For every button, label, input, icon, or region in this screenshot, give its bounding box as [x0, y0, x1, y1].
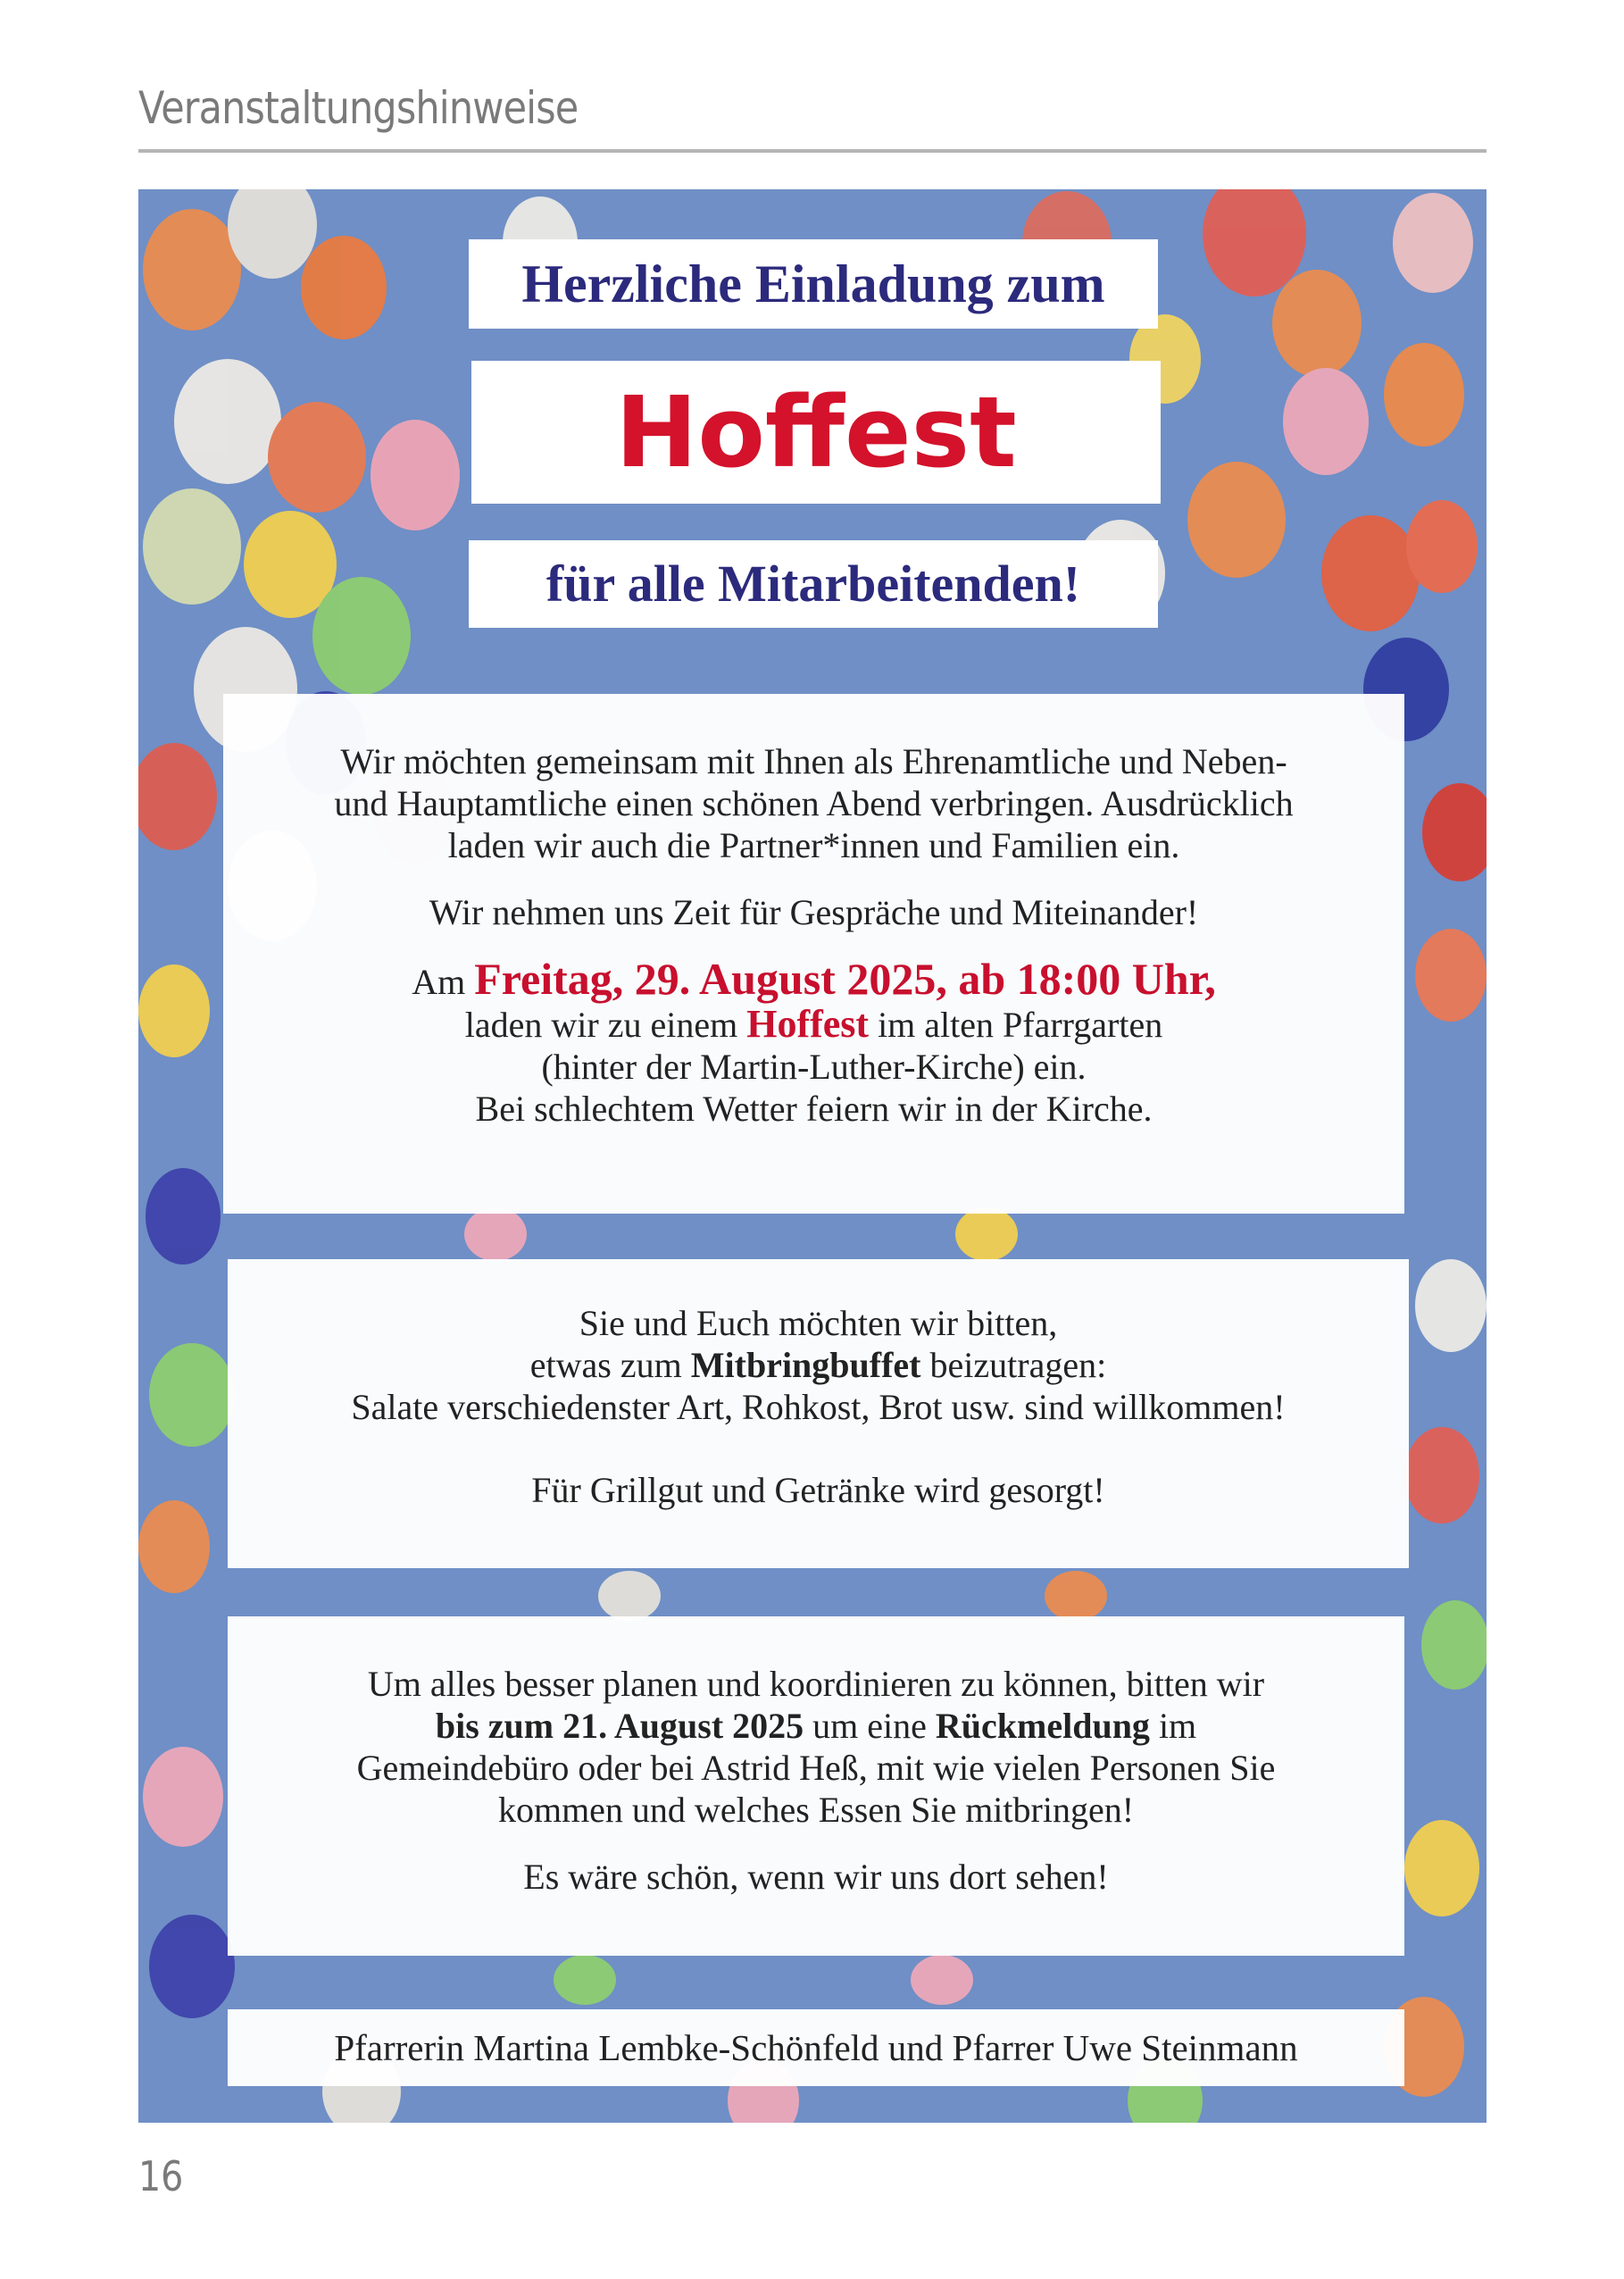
rsvp-line-2	[228, 1705, 1404, 1747]
buffet-line-2-suffix: beizutragen:	[920, 1345, 1107, 1385]
header-rule	[138, 149, 1487, 153]
buffet-line-4: Für Grillgut und Getränke wird gesorgt!	[531, 1470, 1105, 1510]
signature-box: Pfarrerin Martina Lembke-Schönfeld und Pfarrer Uwe Steinmann	[228, 2009, 1404, 2086]
date-suffix: ,	[1204, 954, 1216, 1004]
hoffest-highlight: Hoffest	[746, 1002, 870, 1046]
page-header: Veranstaltungshinweise	[138, 82, 579, 134]
invitation-line-3: laden wir auch die Partner*innen und Familien ein.	[447, 825, 1180, 865]
buffet-text-box	[228, 1259, 1409, 1568]
rsvp-text-box	[228, 1616, 1404, 1956]
invitation-poster	[138, 189, 1487, 2123]
invitation-text-box	[223, 694, 1404, 1214]
date-highlight: Freitag, 29. August 2025, ab 18:00 Uhr	[474, 954, 1205, 1004]
rsvp-line-2-mid: um eine	[804, 1706, 936, 1746]
invitation-time-line: Wir nehmen uns Zeit für Gespräche und Miteinander!	[429, 892, 1199, 932]
page-number: 16	[138, 2152, 184, 2200]
buffet-line-1: Sie und Euch möchten wir bitten,	[579, 1303, 1058, 1343]
location-prefix: laden wir zu einem	[464, 1005, 747, 1045]
buffet-line-2	[228, 1344, 1409, 1386]
rsvp-line-3: Gemeindebüro oder bei Astrid Heß, mit wie vielen Personen Sie	[356, 1748, 1276, 1788]
buffet-line-2-prefix: etwas zum	[529, 1345, 691, 1385]
invitation-line-1: Wir möchten gemeinsam mit Ihnen als Ehrenamtliche und Neben-	[340, 741, 1287, 781]
rsvp-closing-line: Es wäre schön, wenn wir uns dort sehen!	[523, 1857, 1109, 1897]
buffet-line-3: Salate verschiedenster Art, Rohkost, Brot usw. sind willkommen!	[351, 1387, 1286, 1427]
weather-line: Bei schlechtem Wetter feiern wir in der Kirche.	[475, 1089, 1153, 1129]
location-line	[223, 1003, 1404, 1046]
mitbringbuffet-bold: Mitbringbuffet	[690, 1345, 921, 1385]
rsvp-deadline-bold: bis zum 21. August 2025	[435, 1706, 804, 1746]
rsvp-line-1: Um alles besser planen und koordinieren zu können, bitten wir	[367, 1664, 1265, 1704]
location-suffix: im alten Pfarrgarten	[869, 1005, 1163, 1045]
rsvp-line-2-suffix: im	[1149, 1706, 1197, 1746]
date-line	[223, 954, 1404, 1004]
rsvp-line-4: kommen und welches Essen Sie mitbringen!	[497, 1790, 1135, 1830]
location-line-2: (hinter der Martin-Luther-Kirche) ein.	[541, 1047, 1087, 1087]
date-prefix: Am	[412, 962, 475, 1002]
invitation-line-2: und Hauptamtliche einen schönen Abend verbringen. Ausdrücklich	[334, 783, 1294, 823]
rueckmeldung-bold: Rückmeldung	[935, 1706, 1150, 1746]
title-box-hoffest: Hoffest	[471, 361, 1161, 504]
title-box-audience: für alle Mitarbeitenden!	[469, 540, 1158, 628]
title-box-intro: Herzliche Einladung zum	[469, 239, 1158, 329]
